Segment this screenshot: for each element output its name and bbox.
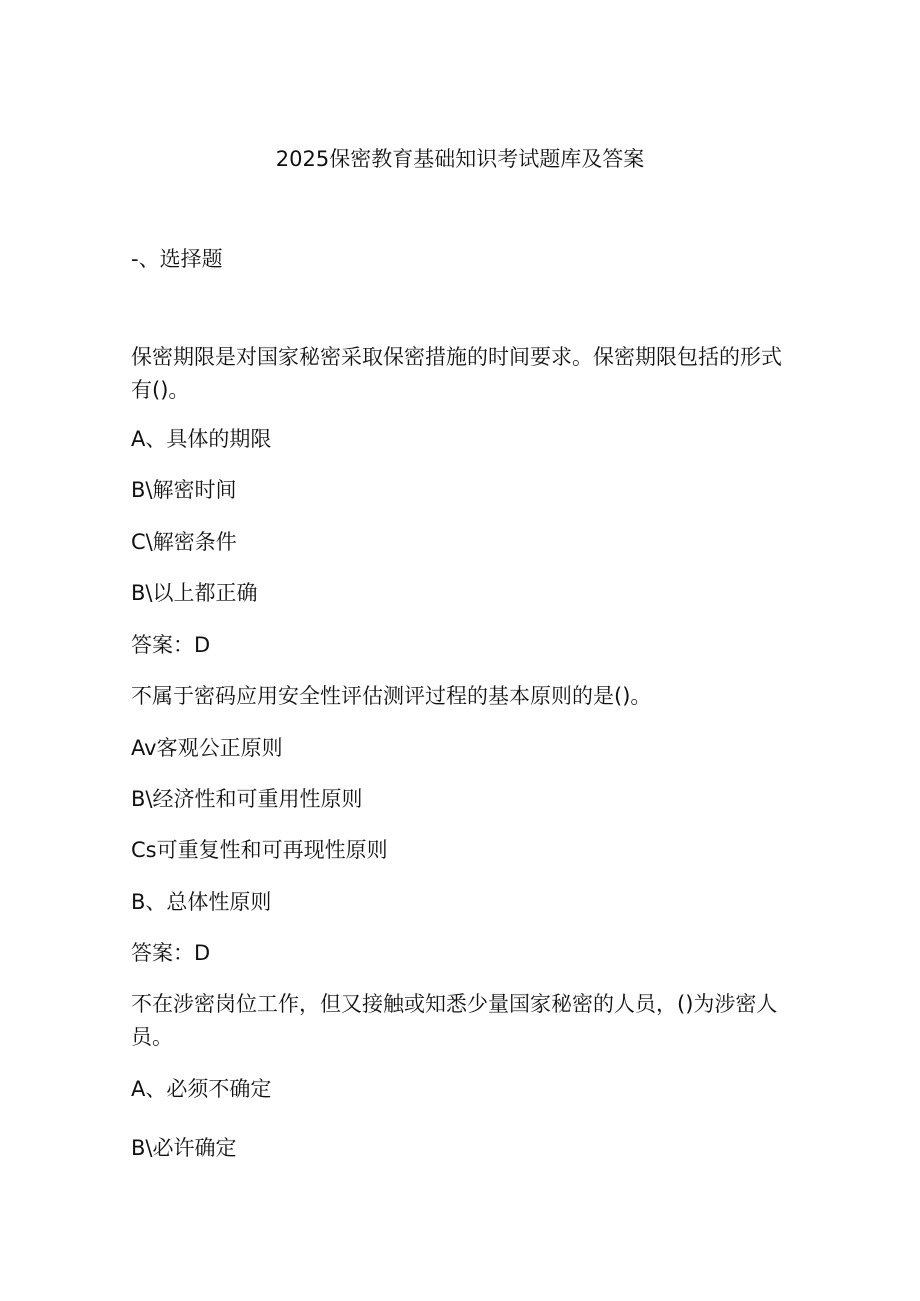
option-item: Av客观公正原则 bbox=[131, 736, 283, 760]
question-stem: 不属于密码应用安全性评估测评过程的基本原则的是()。 bbox=[131, 684, 652, 708]
option-item: C\解密条件 bbox=[131, 530, 237, 554]
option-item: A、必须不确定 bbox=[131, 1077, 272, 1101]
document-title: 2025保密教育基础知识考试题库及答案 bbox=[275, 147, 645, 171]
section-heading: -、选择题 bbox=[131, 247, 223, 271]
option-item: B、总体性原则 bbox=[131, 890, 272, 914]
option-item: B\必许确定 bbox=[131, 1136, 237, 1160]
option-item: B\以上都正确 bbox=[131, 581, 258, 605]
option-item: A、具体的期限 bbox=[131, 427, 272, 451]
answer-text: 答案：D bbox=[131, 941, 211, 965]
option-item: Cs可重复性和可再现性原则 bbox=[131, 838, 388, 862]
option-item: B\解密时间 bbox=[131, 478, 237, 502]
question-stem: 保密期限是对国家秘密采取保密措施的时间要求。保密期限包括的形式有()。 bbox=[131, 345, 782, 402]
question-stem: 不在涉密岗位工作，但又接触或知悉少量国家秘密的人员，()为涉密人员。 bbox=[131, 992, 778, 1049]
option-item: B\经济性和可重用性原则 bbox=[131, 787, 363, 811]
answer-text: 答案：D bbox=[131, 633, 211, 657]
